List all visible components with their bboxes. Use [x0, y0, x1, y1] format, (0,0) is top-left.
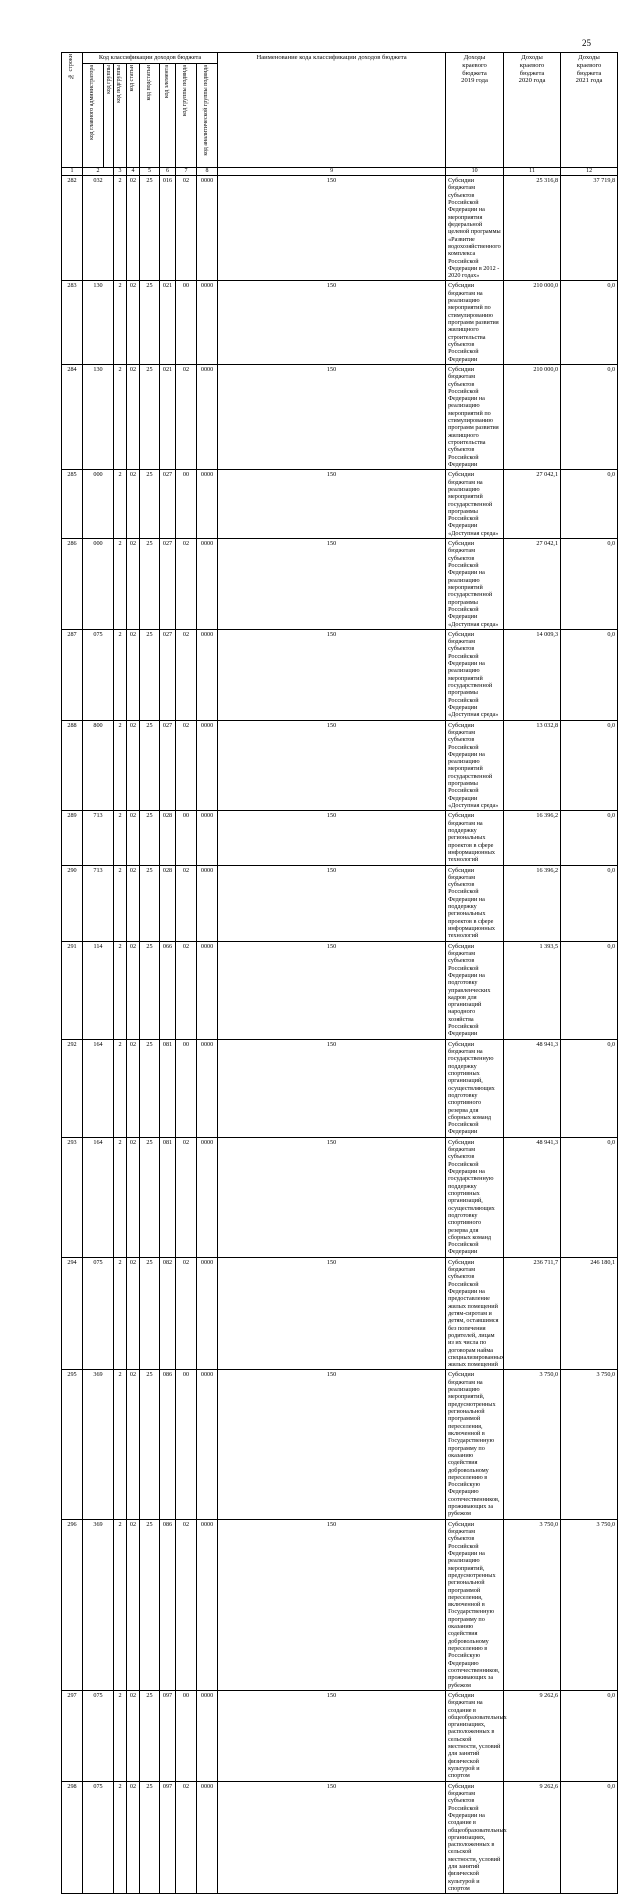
table-row	[62, 1781, 618, 1894]
income-2020: 0,0	[561, 865, 618, 941]
code-subgroup: 02	[127, 364, 140, 469]
column-number: 4	[127, 168, 140, 176]
code-subtype-group: 0000	[197, 1781, 218, 1894]
code-subarticle: 027	[160, 539, 176, 630]
income-2019: 9 262,6	[504, 1690, 561, 1781]
row-number: 294	[62, 1257, 83, 1370]
column-number: 6	[160, 168, 176, 176]
code-article: 25	[140, 1039, 160, 1137]
code-group: 2	[114, 811, 127, 865]
code-administrator: 075	[83, 1781, 114, 1894]
code-subtype-group: 0000	[197, 865, 218, 941]
income-2020: 0,0	[561, 1039, 618, 1137]
income-name: Субсидии бюджетам на реализацию мероприятий по стимулированию программ развития жилищного строительства субъектов Российской Федерации	[446, 281, 504, 364]
code-header-subgroup: код подгруппы	[114, 64, 127, 168]
code-element: 00	[176, 1039, 197, 1137]
code-subarticle: 027	[160, 720, 176, 811]
code-header-article: код статьи	[127, 64, 140, 168]
code-header-element: код элемента	[160, 64, 176, 168]
code-subgroup: 02	[127, 1039, 140, 1137]
income-name: Субсидии бюджетам субъектов Российской Федерации на реализацию мероприятий государственной программы Российской Федерации «Доступная среда»	[446, 629, 504, 720]
code-analytic-group: 150	[218, 941, 446, 1039]
code-subtype-group: 0000	[197, 811, 218, 865]
code-article: 25	[140, 176, 160, 281]
code-analytic-group: 150	[218, 1781, 446, 1894]
code-subgroup: 02	[127, 281, 140, 364]
code-article: 25	[140, 1519, 160, 1690]
code-element: 02	[176, 176, 197, 281]
table-row	[62, 1370, 618, 1519]
code-article: 25	[140, 364, 160, 469]
column-number: 11	[504, 168, 561, 176]
code-subgroup: 02	[127, 1519, 140, 1690]
income-name: Субсидии бюджетам субъектов Российской Федерации на поддержку региональных проектов в сфере информационных технологий	[446, 865, 504, 941]
code-element: 02	[176, 1137, 197, 1257]
code-subarticle: 082	[160, 1257, 176, 1370]
row-number: 297	[62, 1690, 83, 1781]
code-analytic-group: 150	[218, 1257, 446, 1370]
income-2020: 0,0	[561, 941, 618, 1039]
code-article: 25	[140, 1690, 160, 1781]
row-number: 284	[62, 364, 83, 469]
code-subgroup: 02	[127, 470, 140, 539]
code-group: 2	[114, 1781, 127, 1894]
income-2019: 25 316,8	[504, 176, 561, 281]
code-administrator: 075	[83, 1257, 114, 1370]
code-subtype-group: 0000	[197, 364, 218, 469]
code-subgroup: 02	[127, 865, 140, 941]
income-2019: 16 396,2	[504, 865, 561, 941]
code-element: 00	[176, 281, 197, 364]
code-group: 2	[114, 1257, 127, 1370]
income-name: Субсидии бюджетам на государственную поддержку спортивных организаций, осуществляющих подготовку спортивного резерва для сборных команд Российской Федерации	[446, 1039, 504, 1137]
table-row	[62, 1137, 618, 1257]
code-subtype-group: 0000	[197, 176, 218, 281]
code-subtype-group: 0000	[197, 1370, 218, 1519]
code-group: 2	[114, 629, 127, 720]
code-article: 25	[140, 865, 160, 941]
column-number: 9	[218, 168, 446, 176]
code-subgroup: 02	[127, 1690, 140, 1781]
code-article: 25	[140, 941, 160, 1039]
table-row	[62, 811, 618, 865]
table-row	[62, 941, 618, 1039]
code-article: 25	[140, 1781, 160, 1894]
code-article: 25	[140, 1370, 160, 1519]
code-analytic-group: 150	[218, 1370, 446, 1519]
table-row	[62, 539, 618, 630]
code-article: 25	[140, 629, 160, 720]
income-2019: 48 941,3	[504, 1039, 561, 1137]
row-number: 298	[62, 1781, 83, 1894]
income-name: Субсидии бюджетам субъектов Российской Федерации на реализацию мероприятий государственной программы Российской Федерации «Доступная среда»	[446, 539, 504, 630]
code-administrator: 032	[83, 176, 114, 281]
code-analytic-group: 150	[218, 811, 446, 865]
income-name: Субсидии бюджетам субъектов Российской Федерации на реализацию мероприятий по стимулированию программ развития жилищного строительства субъектов Российской Федерации	[446, 364, 504, 469]
row-number: 293	[62, 1137, 83, 1257]
income-2020: 0,0	[561, 470, 618, 539]
code-analytic-group: 150	[218, 629, 446, 720]
code-group: 2	[114, 539, 127, 630]
table-row	[62, 176, 618, 281]
code-header-analytic-group: код аналитической группы подвида	[197, 64, 218, 168]
code-group: 2	[114, 865, 127, 941]
code-element: 00	[176, 470, 197, 539]
table-row	[62, 1690, 618, 1781]
code-subarticle: 097	[160, 1690, 176, 1781]
column-number: 2	[83, 168, 114, 176]
code-administrator: 000	[83, 470, 114, 539]
code-element: 02	[176, 865, 197, 941]
income-name: Субсидии бюджетам субъектов Российской Федерации на предоставление жилых помещений детям-сиротам и детям, оставшимся без попечения родителей, лицам из их числа по договорам найма специализированных жилых помещений	[446, 1257, 504, 1370]
code-subarticle: 027	[160, 470, 176, 539]
code-administrator: 130	[83, 364, 114, 469]
code-subtype-group: 0000	[197, 539, 218, 630]
code-group: 2	[114, 1137, 127, 1257]
column-number: 7	[176, 168, 197, 176]
code-analytic-group: 150	[218, 539, 446, 630]
code-administrator: 713	[83, 865, 114, 941]
code-group: 2	[114, 281, 127, 364]
income-name: Субсидии бюджетам субъектов Российской Федерации на подготовку управленческих кадров для организаций народного хозяйства Российской Федерации	[446, 941, 504, 1039]
code-administrator: 130	[83, 281, 114, 364]
income-2020-header: Доходы краевого бюджета 2020 года	[504, 53, 561, 168]
income-2019: 210 000,0	[504, 281, 561, 364]
code-header-administrator: код главного администратора	[83, 64, 104, 168]
code-analytic-group: 150	[218, 865, 446, 941]
code-subgroup: 02	[127, 629, 140, 720]
income-2019: 9 262,6	[504, 1781, 561, 1894]
income-2020: 0,0	[561, 364, 618, 469]
code-analytic-group: 150	[218, 176, 446, 281]
income-name: Субсидии бюджетам субъектов Российской Федерации на реализацию мероприятий, предусмотренных региональной программой переселения, включенной в Государственную программу по оказанию содействия добровольному переселению в Российскую Федерацию соотечественников, проживающих за рубежом	[446, 1519, 504, 1690]
income-2020: 0,0	[561, 811, 618, 865]
row-number: 286	[62, 539, 83, 630]
income-2020: 246 180,1	[561, 1257, 618, 1370]
code-administrator: 075	[83, 1690, 114, 1781]
code-group: 2	[114, 470, 127, 539]
income-name: Субсидии бюджетам субъектов Российской Федерации на реализацию мероприятий государственной программы Российской Федерации «Доступная среда»	[446, 720, 504, 811]
code-subtype-group: 0000	[197, 941, 218, 1039]
code-group: 2	[114, 1690, 127, 1781]
row-number: 295	[62, 1370, 83, 1519]
code-administrator: 164	[83, 1039, 114, 1137]
code-subtype-group: 0000	[197, 1137, 218, 1257]
code-element: 02	[176, 1257, 197, 1370]
income-2020: 3 750,0	[561, 1519, 618, 1690]
code-subarticle: 028	[160, 811, 176, 865]
code-group: 2	[114, 1519, 127, 1690]
income-2019: 48 941,3	[504, 1137, 561, 1257]
budget-income-table	[61, 52, 618, 1894]
column-number: 8	[197, 168, 218, 176]
table-row	[62, 364, 618, 469]
code-group: 2	[114, 720, 127, 811]
income-2019: 13 032,8	[504, 720, 561, 811]
code-subarticle: 016	[160, 176, 176, 281]
income-2020: 0,0	[561, 720, 618, 811]
row-number: 289	[62, 811, 83, 865]
income-2019: 27 042,1	[504, 470, 561, 539]
page-number: 25	[582, 38, 591, 48]
code-administrator: 800	[83, 720, 114, 811]
code-administrator: 000	[83, 539, 114, 630]
code-subgroup: 02	[127, 720, 140, 811]
income-2019: 3 750,0	[504, 1370, 561, 1519]
classification-code-group-header: Код классификации доходов бюджета	[83, 53, 218, 64]
column-number: 5	[140, 168, 160, 176]
code-element: 02	[176, 1781, 197, 1894]
code-group: 2	[114, 1039, 127, 1137]
code-element: 02	[176, 364, 197, 469]
code-subarticle: 066	[160, 941, 176, 1039]
table-row	[62, 720, 618, 811]
code-subgroup: 02	[127, 1257, 140, 1370]
code-subtype-group: 0000	[197, 1257, 218, 1370]
code-subtype-group: 0000	[197, 1039, 218, 1137]
code-element: 00	[176, 811, 197, 865]
row-number: 292	[62, 1039, 83, 1137]
income-name: Субсидии бюджетам на поддержку региональных проектов в сфере информационных технологий	[446, 811, 504, 865]
code-element: 02	[176, 941, 197, 1039]
income-2020: 0,0	[561, 1137, 618, 1257]
income-2020: 0,0	[561, 629, 618, 720]
code-element: 02	[176, 720, 197, 811]
column-number-row	[62, 168, 618, 176]
code-subtype-group: 0000	[197, 720, 218, 811]
row-number: 290	[62, 865, 83, 941]
code-subtype-group: 0000	[197, 470, 218, 539]
code-analytic-group: 150	[218, 281, 446, 364]
table-row	[62, 470, 618, 539]
income-2019: 14 009,3	[504, 629, 561, 720]
code-element: 00	[176, 1690, 197, 1781]
income-2020: 0,0	[561, 1781, 618, 1894]
code-analytic-group: 150	[218, 720, 446, 811]
code-subgroup: 02	[127, 811, 140, 865]
row-number: 288	[62, 720, 83, 811]
income-name: Субсидии бюджетам на реализацию мероприятий государственной программы Российской Федерации «Доступная среда»	[446, 470, 504, 539]
code-header-group: код группы	[104, 64, 114, 168]
income-2020: 37 719,8	[561, 176, 618, 281]
income-2019: 210 000,0	[504, 364, 561, 469]
code-subgroup: 02	[127, 1137, 140, 1257]
code-subgroup: 02	[127, 176, 140, 281]
code-article: 25	[140, 1257, 160, 1370]
income-2020: 3 750,0	[561, 1370, 618, 1519]
code-element: 02	[176, 1519, 197, 1690]
code-analytic-group: 150	[218, 1137, 446, 1257]
code-subarticle: 081	[160, 1137, 176, 1257]
code-subgroup: 02	[127, 1370, 140, 1519]
row-number: 285	[62, 470, 83, 539]
code-administrator: 075	[83, 629, 114, 720]
row-number: 283	[62, 281, 83, 364]
row-number: 296	[62, 1519, 83, 1690]
row-number: 282	[62, 176, 83, 281]
code-article: 25	[140, 281, 160, 364]
code-administrator: 164	[83, 1137, 114, 1257]
income-name: Субсидии бюджетам субъектов Российской Федерации на создание в общеобразовательных организациях, расположенных в сельской местности, условий для занятий физической культурой и спортом	[446, 1781, 504, 1894]
code-group: 2	[114, 1370, 127, 1519]
code-subgroup: 02	[127, 1781, 140, 1894]
table-row	[62, 865, 618, 941]
table-row	[62, 1257, 618, 1370]
income-name: Субсидии бюджетам на реализацию мероприятий, предусмотренных региональной программой переселения, включенной в Государственную программу по оказанию содействия добровольному переселению в Российскую Федерацию соотечественников, проживающих за рубежом	[446, 1370, 504, 1519]
code-element: 02	[176, 539, 197, 630]
code-subtype-group: 0000	[197, 1519, 218, 1690]
row-number: 291	[62, 941, 83, 1039]
row-number-header: № строки	[62, 53, 83, 168]
code-subgroup: 02	[127, 539, 140, 630]
code-subtype-group: 0000	[197, 1690, 218, 1781]
income-2020: 0,0	[561, 1690, 618, 1781]
code-article: 25	[140, 539, 160, 630]
income-2020: 0,0	[561, 539, 618, 630]
code-header-subtype-group: код группы подвида	[176, 64, 197, 168]
code-subarticle: 027	[160, 629, 176, 720]
code-article: 25	[140, 811, 160, 865]
column-number: 1	[62, 168, 83, 176]
income-2020: 0,0	[561, 281, 618, 364]
code-header-subarticle: код подстатьи	[140, 64, 160, 168]
code-subarticle: 028	[160, 865, 176, 941]
income-2019: 3 750,0	[504, 1519, 561, 1690]
code-subarticle: 097	[160, 1781, 176, 1894]
code-subarticle: 086	[160, 1519, 176, 1690]
column-number: 3	[114, 168, 127, 176]
code-subarticle: 021	[160, 281, 176, 364]
table-row	[62, 1039, 618, 1137]
code-subtype-group: 0000	[197, 281, 218, 364]
column-number: 10	[446, 168, 504, 176]
code-group: 2	[114, 364, 127, 469]
code-analytic-group: 150	[218, 364, 446, 469]
table-row	[62, 1519, 618, 1690]
code-article: 25	[140, 1137, 160, 1257]
code-group: 2	[114, 176, 127, 281]
income-2019: 1 393,5	[504, 941, 561, 1039]
income-name: Субсидии бюджетам на создание в общеобразовательных организациях, расположенных в сельской местности, условий для занятий физической культурой и спортом	[446, 1690, 504, 1781]
code-subarticle: 021	[160, 364, 176, 469]
table-row	[62, 629, 618, 720]
code-administrator: 114	[83, 941, 114, 1039]
code-subgroup: 02	[127, 941, 140, 1039]
income-name: Субсидии бюджетам субъектов Российской Федерации на мероприятия федеральной целевой программы «Развитие водохозяйственного комплекса Российской Федерации в 2012 - 2020 годах»	[446, 176, 504, 281]
code-article: 25	[140, 720, 160, 811]
code-subarticle: 081	[160, 1039, 176, 1137]
code-administrator: 369	[83, 1519, 114, 1690]
code-analytic-group: 150	[218, 470, 446, 539]
code-analytic-group: 150	[218, 1690, 446, 1781]
row-number: 287	[62, 629, 83, 720]
column-number: 12	[561, 168, 618, 176]
code-analytic-group: 150	[218, 1039, 446, 1137]
table-row	[62, 281, 618, 364]
code-subtype-group: 0000	[197, 629, 218, 720]
code-group: 2	[114, 941, 127, 1039]
income-2019-header: Доходы краевого бюджета 2019 года	[446, 53, 504, 168]
code-element: 02	[176, 629, 197, 720]
name-header: Наименование кода классификации доходов бюджета	[218, 53, 446, 168]
code-administrator: 369	[83, 1370, 114, 1519]
code-analytic-group: 150	[218, 1519, 446, 1690]
code-administrator: 713	[83, 811, 114, 865]
code-article: 25	[140, 470, 160, 539]
code-element: 00	[176, 1370, 197, 1519]
code-subarticle: 086	[160, 1370, 176, 1519]
income-2019: 236 711,7	[504, 1257, 561, 1370]
income-name: Субсидии бюджетам субъектов Российской Федерации на государственную поддержку спортивных организаций, осуществляющих подготовку спортивного резерва для сборных команд Российской Федерации	[446, 1137, 504, 1257]
income-2019: 27 042,1	[504, 539, 561, 630]
income-2019: 16 396,2	[504, 811, 561, 865]
income-2021-header: Доходы краевого бюджета 2021 года	[561, 53, 618, 168]
